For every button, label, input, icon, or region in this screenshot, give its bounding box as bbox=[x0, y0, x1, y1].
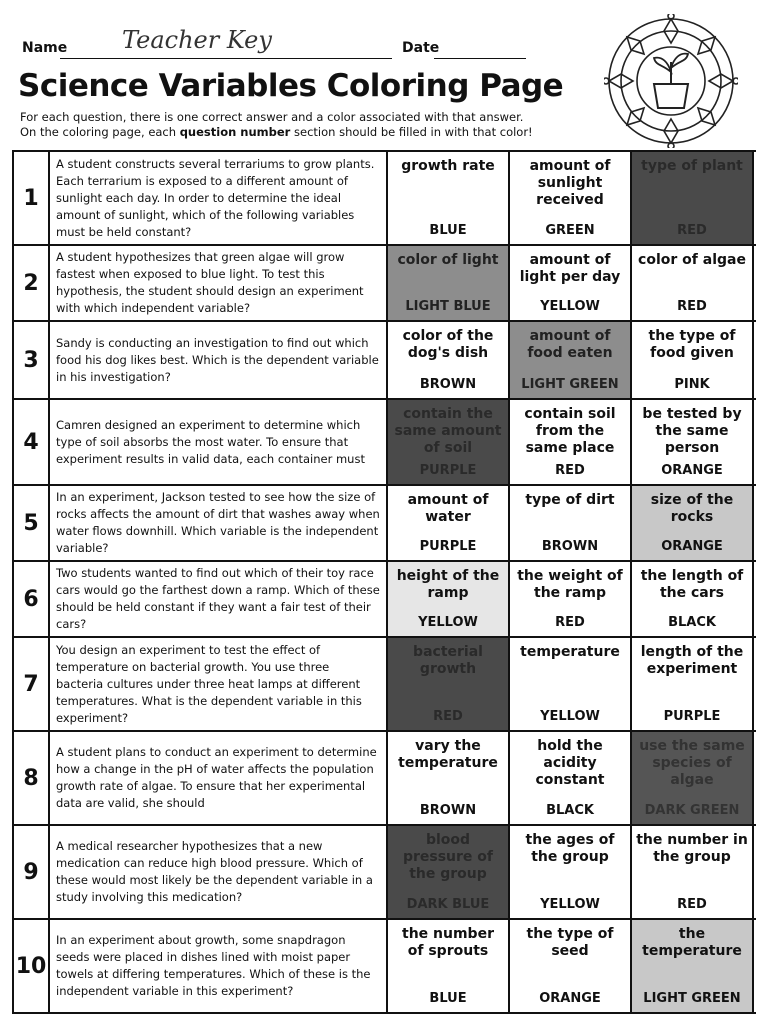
question-text bbox=[50, 152, 388, 244]
answer-option-color: ORANGE bbox=[661, 463, 723, 478]
answer-option-text: size of the rocks bbox=[650, 492, 734, 525]
answer-option-text: the number in the group bbox=[636, 832, 748, 865]
answer-option[interactable] bbox=[510, 152, 632, 244]
name-value: Teacher Key bbox=[122, 26, 272, 54]
answer-option[interactable] bbox=[510, 246, 632, 320]
question-text-content: In an experiment, Jackson tested to see how the size of rocks affects the amount of dirt that washes away when water flows downhill. Which variable is the independent variable? bbox=[56, 490, 380, 555]
answer-option-text: length of the experiment bbox=[640, 644, 744, 677]
answer-option[interactable] bbox=[388, 732, 510, 824]
answer-option-text: amount of water bbox=[407, 492, 489, 525]
question-number[interactable]: 7 bbox=[14, 638, 50, 730]
question-row bbox=[14, 246, 756, 322]
answer-option-color: BROWN bbox=[419, 803, 477, 818]
question-text bbox=[50, 322, 388, 398]
question-text bbox=[50, 400, 388, 484]
answer-option[interactable] bbox=[632, 638, 754, 730]
answer-option[interactable] bbox=[388, 246, 510, 320]
answer-option-color: YELLOW bbox=[418, 615, 478, 630]
answer-option-color: GREEN bbox=[545, 223, 595, 238]
answer-option-color: PINK bbox=[674, 377, 710, 392]
answer-option-color: LIGHT BLUE bbox=[405, 299, 491, 314]
instruction-line-1: For each question, there is one correct answer and a color associated with that answer. bbox=[20, 110, 524, 124]
question-row bbox=[14, 152, 756, 246]
question-text-content: You design an experiment to test the effect of temperature on bacterial growth. You use three bacteria cultures under three heat lamps at different temperatures. What is the dependent variable in this experiment? bbox=[56, 642, 362, 725]
name-underline bbox=[60, 58, 392, 59]
answer-option-text: the length of the cars bbox=[640, 568, 744, 601]
answer-option[interactable] bbox=[632, 920, 754, 1012]
answer-option-text: contain the same amount of soil bbox=[394, 406, 502, 456]
question-number[interactable]: 9 bbox=[14, 826, 50, 918]
answer-option[interactable] bbox=[388, 826, 510, 918]
answer-option-color: LIGHT GREEN bbox=[643, 991, 741, 1006]
question-row bbox=[14, 562, 756, 638]
answer-option[interactable] bbox=[632, 322, 754, 398]
question-row bbox=[14, 486, 756, 562]
question-row bbox=[14, 826, 756, 920]
question-row bbox=[14, 920, 756, 1014]
answer-option-color: RED bbox=[677, 223, 707, 238]
answer-option-color: BROWN bbox=[419, 377, 477, 392]
answer-option-text: be tested by the same person bbox=[642, 406, 742, 456]
worksheet-header bbox=[12, 12, 754, 148]
answer-option[interactable] bbox=[510, 322, 632, 398]
instruction-text-end: section should be filled in with that color! bbox=[290, 125, 533, 139]
answer-option-color: ORANGE bbox=[539, 991, 601, 1006]
question-grid bbox=[12, 150, 756, 1014]
question-number[interactable]: 1 bbox=[14, 152, 50, 244]
answer-option-color: LIGHT GREEN bbox=[521, 377, 619, 392]
answer-option-text: blood pressure of the group bbox=[402, 832, 494, 882]
question-text-content: A student plans to conduct an experiment to determine how a change in the pH of water affects the population growth rate of algae. To ensure that her experimental data are valid, she should bbox=[56, 745, 377, 810]
answer-option-text: color of algae bbox=[638, 252, 746, 268]
question-row bbox=[14, 322, 756, 400]
answer-option-text: color of light bbox=[397, 252, 499, 268]
answer-option-color: YELLOW bbox=[540, 709, 600, 724]
question-number[interactable]: 10 bbox=[14, 920, 50, 1012]
question-number[interactable]: 2 bbox=[14, 246, 50, 320]
answer-option-text: amount of food eaten bbox=[527, 328, 613, 361]
answer-option-color: ORANGE bbox=[661, 539, 723, 554]
answer-option[interactable] bbox=[632, 246, 754, 320]
answer-option-text: color of the dog's dish bbox=[402, 328, 494, 361]
answer-option-text: the temperature bbox=[642, 926, 742, 959]
answer-option-text: the ages of the group bbox=[525, 832, 615, 865]
answer-option[interactable] bbox=[510, 638, 632, 730]
question-text-content: A student hypothesizes that green algae will grow fastest when exposed to blue light. To test this hypothesis, the student should design an experiment with which independent variable? bbox=[56, 250, 364, 315]
question-text bbox=[50, 486, 388, 560]
answer-option[interactable] bbox=[632, 826, 754, 918]
question-text bbox=[50, 826, 388, 918]
answer-option-color: DARK BLUE bbox=[406, 897, 490, 912]
answer-option-color: BROWN bbox=[541, 539, 599, 554]
answer-option[interactable] bbox=[632, 400, 754, 484]
answer-option[interactable] bbox=[510, 732, 632, 824]
answer-option[interactable] bbox=[388, 486, 510, 560]
date-label: Date bbox=[402, 40, 440, 56]
answer-option-color: RED bbox=[433, 709, 463, 724]
answer-option[interactable] bbox=[632, 562, 754, 636]
answer-option-text: amount of sunlight received bbox=[529, 158, 611, 208]
question-text-content: A medical researcher hypothesizes that a new medication can reduce high blood pressure. Which of these would most likely be the dependent variable in a study involving this medication? bbox=[56, 839, 373, 904]
question-row bbox=[14, 732, 756, 826]
answer-option-color: RED bbox=[555, 615, 585, 630]
question-text-content: Camren designed an experiment to determine which type of soil absorbs the most water. To ensure that experiment results in valid data, each container must bbox=[56, 417, 365, 466]
worksheet-page bbox=[12, 12, 754, 1016]
name-label: Name bbox=[22, 40, 68, 56]
question-text bbox=[50, 246, 388, 320]
question-number[interactable]: 3 bbox=[14, 322, 50, 398]
question-text-content: Sandy is conducting an investigation to find out which food his dog likes best. Which is the dependent variable in his investigation? bbox=[56, 335, 379, 384]
answer-option-color: BLUE bbox=[429, 991, 467, 1006]
answer-option-color: RED bbox=[555, 463, 585, 478]
question-number[interactable]: 6 bbox=[14, 562, 50, 636]
question-text bbox=[50, 638, 388, 730]
answer-option-text: the type of food given bbox=[648, 328, 736, 361]
answer-option-color: BLACK bbox=[668, 615, 716, 630]
answer-option[interactable] bbox=[632, 732, 754, 824]
question-row bbox=[14, 638, 756, 732]
instruction-bold-text: question number bbox=[179, 125, 291, 139]
answer-option-text: growth rate bbox=[401, 158, 495, 174]
question-number[interactable]: 5 bbox=[14, 486, 50, 560]
answer-option[interactable] bbox=[388, 562, 510, 636]
answer-option-color: YELLOW bbox=[540, 897, 600, 912]
answer-option-color: PURPLE bbox=[419, 539, 477, 554]
answer-option-text: contain soil from the same place bbox=[524, 406, 616, 456]
answer-option-color: RED bbox=[677, 299, 707, 314]
answer-option-color: PURPLE bbox=[419, 463, 477, 478]
answer-option[interactable] bbox=[632, 486, 754, 560]
answer-option[interactable] bbox=[388, 152, 510, 244]
answer-option-text: hold the acidity constant bbox=[535, 738, 605, 788]
answer-option-text: type of dirt bbox=[525, 492, 615, 508]
page-title: Science Variables Coloring Page bbox=[18, 68, 564, 104]
answer-option-text: height of the ramp bbox=[396, 568, 500, 601]
answer-option-text: temperature bbox=[520, 644, 620, 660]
answer-option-text: the weight of the ramp bbox=[517, 568, 623, 601]
question-text-content: In an experiment about growth, some snapdragon seeds were placed in dishes lined with moist paper towels at differing temperatures. Which of these is the independent variable in this experiment? bbox=[56, 933, 371, 998]
answer-option-text: the number of sprouts bbox=[402, 926, 494, 959]
answer-option[interactable] bbox=[388, 400, 510, 484]
answer-option-color: BLACK bbox=[546, 803, 594, 818]
answer-option-color: RED bbox=[677, 897, 707, 912]
answer-option-color: DARK GREEN bbox=[644, 803, 740, 818]
answer-option[interactable] bbox=[510, 486, 632, 560]
answer-option-text: use the same species of algae bbox=[639, 738, 745, 788]
answer-option[interactable] bbox=[388, 638, 510, 730]
mandala-plant-icon bbox=[604, 14, 738, 148]
question-row bbox=[14, 400, 756, 486]
question-text-content: Two students wanted to find out which of their toy race cars would go the farthest down a ramp. Which of these should be held constant if they want a fair test of their cars? bbox=[56, 566, 380, 631]
answer-option-text: amount of light per day bbox=[519, 252, 621, 285]
answer-option[interactable] bbox=[510, 826, 632, 918]
question-number[interactable]: 8 bbox=[14, 732, 50, 824]
date-underline bbox=[434, 58, 526, 59]
answer-option-color: BLUE bbox=[429, 223, 467, 238]
answer-option[interactable] bbox=[388, 322, 510, 398]
question-text bbox=[50, 920, 388, 1012]
question-text bbox=[50, 732, 388, 824]
question-number[interactable]: 4 bbox=[14, 400, 50, 484]
answer-option-text: type of plant bbox=[641, 158, 743, 174]
answer-option[interactable] bbox=[510, 562, 632, 636]
instructions bbox=[20, 110, 580, 140]
answer-option[interactable] bbox=[510, 920, 632, 1012]
answer-option-text: vary the temperature bbox=[398, 738, 498, 771]
answer-option-text: the type of seed bbox=[526, 926, 614, 959]
question-text-content: A student constructs several terrariums to grow plants. Each terrarium is exposed to a different amount of sunlight each day. In order to determine the ideal amount of sunlight, which of the following variables must be held constant? bbox=[56, 156, 375, 239]
answer-option[interactable] bbox=[632, 152, 754, 244]
answer-option-text: bacterial growth bbox=[413, 644, 483, 677]
answer-option-color: PURPLE bbox=[663, 709, 721, 724]
answer-option[interactable] bbox=[388, 920, 510, 1012]
question-text bbox=[50, 562, 388, 636]
answer-option-color: YELLOW bbox=[540, 299, 600, 314]
instruction-text: On the coloring page, each bbox=[20, 125, 180, 139]
instruction-line-2 bbox=[20, 125, 580, 140]
answer-option[interactable] bbox=[510, 400, 632, 484]
